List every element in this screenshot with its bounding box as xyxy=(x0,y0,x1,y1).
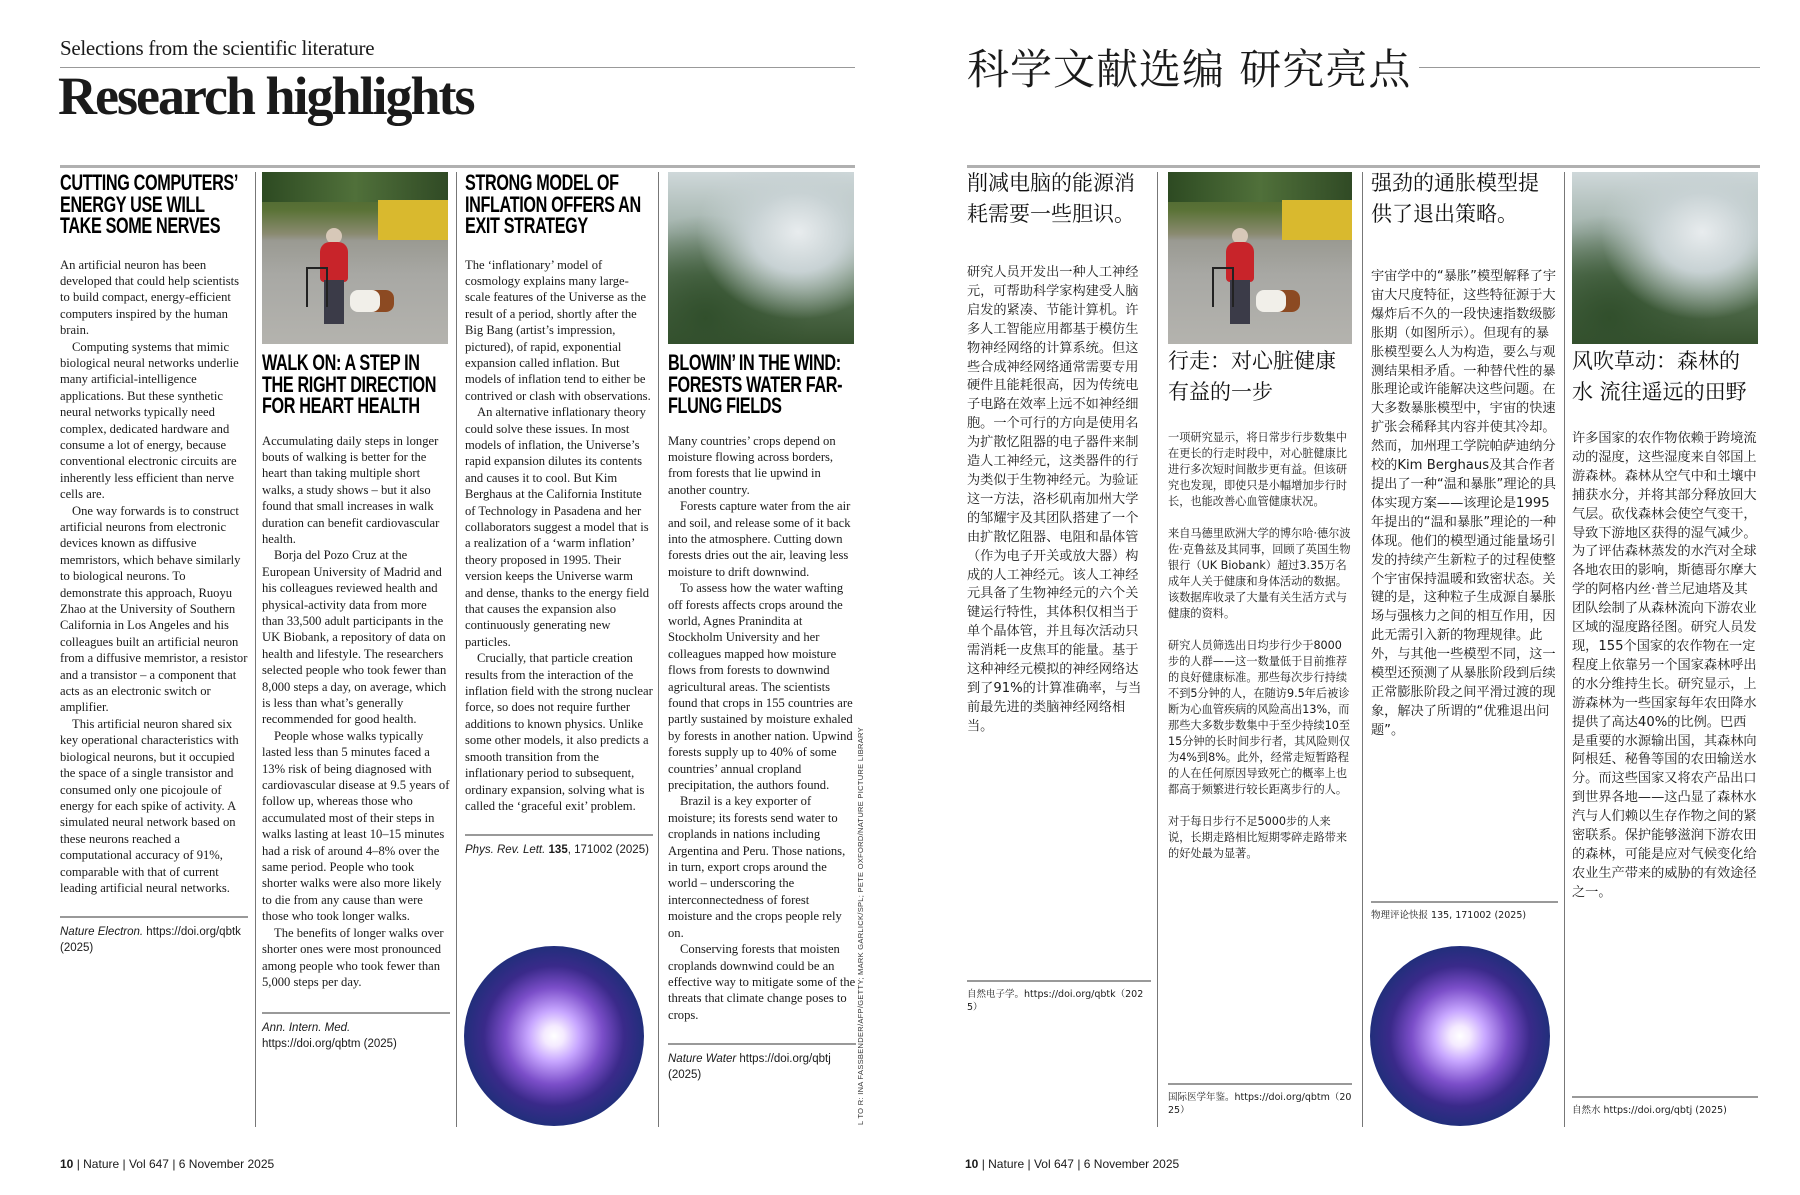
paragraph: The benefits of longer walks over shorter ones were most pronounced among people who took fewer than 5,000 steps per day. xyxy=(262,925,444,989)
article-reference xyxy=(465,834,653,858)
section-rule xyxy=(60,165,855,168)
column-divider xyxy=(255,172,256,1127)
article-headline: STRONG MODEL OF INFLATION OFFERS AN EXIT STRATEGY xyxy=(465,170,641,238)
article-reference: 物理评论快报 135, 171002 (2025) xyxy=(1371,901,1558,922)
article-walking-zh xyxy=(1168,346,1352,1116)
page-title: Research highlights xyxy=(58,66,474,126)
ref-journal: Nature Water xyxy=(668,1053,737,1066)
article-reference xyxy=(262,1012,450,1052)
ref-pages: , 171002 (2025) xyxy=(567,844,649,857)
walking-photo xyxy=(262,172,448,344)
column-divider xyxy=(1157,172,1158,1127)
article-walking xyxy=(262,352,450,1052)
paragraph: 许多国家的农作物依赖于跨境流动的湿度，这些湿度来自邻国上游森林。森林从空气中和土壤中捕获水分，并将其部分释放回大气层。砍伐森林会使空气变干，导致下游地区获得的湿气减少。为了评估森林蒸发的水汽对全球各地农田的影响，斯德哥尔摩大学的阿格内丝·普兰尼迪塔及其团队绘制了从森林流向下游农业区域的湿度路径图。研究人员发现，155个国家的农作物在一定程度上依靠另一个国家森林呼出的水分维持生长。研究显示，上游森林为一些国家每年农田降水提供了高达40%的比例。巴西是重要的水源输出国，其森林向阿根廷、秘鲁等国的农田输送水分。而这些国家又将农产品出口到世界各地——这凸显了森林水汽与人们赖以生存作物之间的紧密联系。保护能够滋润下游农田的森林，可能是应对气候变化给农业生产带来的威胁的有效途径之一。 xyxy=(1572,431,1757,900)
forest-photo xyxy=(668,172,854,344)
big-bang-illustration xyxy=(1370,946,1550,1126)
paragraph: People whose walks typically lasted less than 5 minutes faced a 13% risk of being diagnosed with cardiovascular disease at 9.5 years of follow up, whereas those who accumulated most of their steps in walks lasting at least 10–15 minutes had a risk of around 4–8% over the same period. People who took shorter walks were also more likely to die from any cause than were those who took longer walks. xyxy=(262,728,450,924)
photo-credit: L TO R: INA FASSBENDER/AFP/GETTY; MARK GARLICK/SPL; PETE OXFORD/NATURE PICTURE LIBRARY xyxy=(856,727,865,1125)
article-body xyxy=(262,433,450,991)
article-body xyxy=(465,257,653,815)
page-number: 10 xyxy=(965,1157,979,1171)
page-footer xyxy=(60,1157,274,1171)
forest-photo xyxy=(1572,172,1758,344)
page-footer xyxy=(965,1157,1179,1171)
article-headline: 削减电脑的能源消耗需要一些胆识。 xyxy=(967,171,1135,226)
article-forests-zh xyxy=(1572,346,1758,1116)
article-reference: 自然电子学。https://doi.org/qbtk（2025） xyxy=(967,980,1151,1014)
page-title-zh: 科学文献选编 研究亮点 xyxy=(967,42,1419,98)
column-divider xyxy=(1564,172,1565,1127)
article-inflation-zh xyxy=(1371,168,1558,921)
paragraph: The ‘inflationary’ model of cosmology explains many large-scale features of the Universe as the result of a period, shortly after the Big Bang (artist’s impression, pictured), of rapid, exponential expansion called inflation. But models of inflation tend to either be contrived or clash with observations. xyxy=(465,257,651,403)
article-forests xyxy=(668,352,856,1083)
paragraph: Computing systems that mimic biological neural networks underlie many artificial-intelligence applications. But these synthetic neural networks typically need complex, dedicated hardware and consume a lot of energy, because conventional electronic circuits are inherently less efficient than nerve cells are. xyxy=(60,339,239,502)
paragraph: 宇宙学中的“暴胀”模型解释了宇宙大尺度特征，这些特征源于大爆炸后不久的一段快速指数级膨胀期（如图所示）。但现有的暴胀模型要么人为构造，要么与观测结果相矛盾。一种替代性的暴胀理论或许能解决这些问题。在大多数暴胀模型中，宇宙的快速扩张会稀释其内容并使其冷却。然而，加州理工学院帕萨迪纳分校的Kim Berghaus及其合作者提出了一种“温和暴胀”理论的具体实现方案——该理论是1995年提出的“温和暴胀”理论的一种体现。他们的模型通过能量场引发的持续产生新粒子的过程使整个宇宙保持温暖和致密状态。关键的是，这种粒子生成源自暴胀场与强核力之间的相互作用，因此无需引入新的物理规律。此外，与其他一些模型不同，这一模型还预测了从暴胀阶段到后续正常膨胀阶段之间平滑过渡的现象，解决了所谓的“优雅退出问题”。 xyxy=(1371,269,1557,738)
section-kicker: Selections from the scientific literature xyxy=(60,36,375,60)
article-body xyxy=(60,257,248,897)
article-reference xyxy=(60,916,248,956)
article-headline: 强劲的通胀模型提供了退出策略。 xyxy=(1371,171,1539,226)
article-headline: 风吹草动：森林的水 流往遥远的田野 xyxy=(1572,349,1747,404)
paragraph: 研究人员开发出一种人工神经元，可帮助科学家构建受人脑启发的紧凑、节能计算机。许多人工智能应用都基于模仿生物神经网络的计算系统。但这些合成神经网络通常需要专用硬件且能耗很高，因为传统电子电路在效率上远不如神经细胞。一个可行的方向是使用名为扩散忆阻器的电子器件来制造人工神经元，这类器件的行为类似于生物神经元。为验证这一方法，洛杉矶南加州大学的邹耀宇及其团队搭建了一个由扩散忆阻器、电阻和晶体管（作为电子开关或放大器）构成的人工神经元。该人工神经元具备了生物神经元的六个关键运行特性，其体积仅相当于单个晶体管，并且每次活动只需消耗一皮焦耳的能量。基于这种神经元模拟的神经网络达到了91%的计算准确率，与当前最先进的类脑神经网络相当。 xyxy=(967,265,1142,734)
article-reference: 国际医学年鉴。https://doi.org/qbtm（2025） xyxy=(1168,1083,1352,1117)
paragraph: Borja del Pozo Cruz at the European University of Madrid and his colleagues reviewed health and physical-activity data from more than 33,500 adult participants in the UK Biobank, a repository of data on health and lifestyle. The researchers selected people who took fewer than 8,000 steps a day, on average, which is less than what’s generally recommended for good health. xyxy=(262,548,447,727)
paragraph: 来自马德里欧洲大学的博尔哈·德尔波佐·克鲁兹及其同事，回顾了英国生物银行（UK Biobank）超过3.35万名成年人关于健康和身体活动的数据。该数据库收录了大量有关生活方式与健康的资料。 xyxy=(1168,527,1351,620)
ref-link[interactable]: https://doi.org/qbtk (2025) xyxy=(60,926,241,955)
article-body xyxy=(668,433,856,1024)
paragraph: To assess how the water wafting off forests affects crops around the world, Agnes Pranindita at Stockholm University and her colleagues mapped how moisture flows from forests to downwind agricultural areas. The scientists found that crops in 155 countries are partly sustained by moisture exhaled by forests in another nation. Upwind forests supply up to 40% of some countries’ annual cropland precipitation, the authors found. xyxy=(668,581,853,793)
paragraph: 一项研究显示，将日常步行步数集中在更长的行走时段中，对心脏健康比进行多次短时间散步更有益。但该研究也发现，即使只是小幅增加步行时长，也能改善心血管健康状况。 xyxy=(1168,431,1348,508)
article-body xyxy=(1371,268,1558,741)
paragraph: Conserving forests that moisten croplands downwind could be an effective way to mitigate some of the threats that climate change poses to crops. xyxy=(668,942,856,1022)
paragraph: Accumulating daily steps in longer bouts of walking is better for the heart than taking multiple short walks, a study shows – but it also found that small increases in walk duration can benefit cardiovascular health. xyxy=(262,433,440,546)
footer-info: | Nature | Vol 647 | 6 November 2025 xyxy=(978,1157,1180,1171)
ref-link[interactable]: https://doi.org/qbtm (2025) xyxy=(262,1038,397,1051)
article-headline: BLOWIN’ IN THE WIND: FORESTS WATER FAR-FLUNG FIELDS xyxy=(668,350,843,418)
paragraph: Forests capture water from the air and soil, and release some of it back into the atmosphere. Cutting down forests dries out the air, leaving less moisture to drift downwind. xyxy=(668,499,851,579)
paragraph: An alternative inflationary theory could solve these issues. In most models of inflation, the Universe’s rapid expansion dilutes its contents and causes it to cool. But Kim Berghaus at the California Institute of Technology in Pasadena and her collaborators suggest a model that is a realization of a ‘warm inflation’ theory proposed in 1995. Their version keeps the Universe warm and dense, thanks to the energy field that causes the expansion also continuously generating new particles. xyxy=(465,405,650,649)
article-headline: CUTTING COMPUTERS’ ENERGY USE WILL TAKE SOME NERVES xyxy=(60,170,238,238)
article-reference: 自然水 https://doi.org/qbtj (2025) xyxy=(1572,1096,1758,1117)
paragraph: 研究人员筛选出日均步行少于8000步的人群——这一数量低于目前推荐的良好健康标准。那些每次步行持续不到5分钟的人，在随访9.5年后被诊断为心血管疾病的风险高出13%，而那些大多数步数集中于至少持续10至15分钟的长时间步行者，其风险则仅为4%到8%。此外，经常走短暂路程的人在任何原因导致死亡的概率上也都高于频繁进行较长距离步行的人。 xyxy=(1168,639,1351,796)
article-body xyxy=(1572,430,1758,903)
article-inflation xyxy=(465,172,653,858)
article-computers xyxy=(60,172,248,956)
big-bang-illustration xyxy=(464,946,644,1126)
paragraph: Many countries’ crops depend on moisture flowing across borders, from forests that lie upwind in another country. xyxy=(668,433,836,497)
page-number: 10 xyxy=(60,1157,74,1171)
paragraph: One way forwards is to construct artificial neurons from electronic devices known as diffusive memristors, which behave similarly to biological neurons. To demonstrate this approach, Ruoyu Zhao at the University of Southern California in Los Angeles and his colleagues built an artificial neuron from a diffusive memristor, a resistor and a transistor – a component that acts as an electronic switch or amplifier. xyxy=(60,503,248,715)
article-headline: 行走：对心脏健康有益的一步 xyxy=(1168,349,1336,404)
article-computers-zh xyxy=(967,168,1151,1013)
article-body xyxy=(967,264,1151,737)
footer-info: | Nature | Vol 647 | 6 November 2025 xyxy=(73,1157,275,1171)
ref-volume: 135 xyxy=(548,844,568,857)
ref-journal: Nature Electron. xyxy=(60,926,144,939)
paragraph: 对于每日步行不足5000步的人来说，长期走路相比短期零碎走路带来的好处最为显著。 xyxy=(1168,815,1348,860)
column-divider xyxy=(658,172,659,1127)
ref-link[interactable]: https://doi.org/qbtj (2025) xyxy=(668,1053,831,1082)
column-divider xyxy=(456,172,457,1127)
article-headline: WALK ON: A STEP IN THE RIGHT DIRECTION FOR HEART HEALTH xyxy=(262,350,437,418)
article-reference xyxy=(668,1043,856,1083)
walking-photo xyxy=(1168,172,1352,344)
article-body xyxy=(1168,430,1352,862)
paragraph: An artificial neuron has been developed that could help scientists to build compact, energy-efficient computers inspired by the human brain. xyxy=(60,257,240,338)
ref-journal: Ann. Intern. Med. xyxy=(262,1022,351,1035)
paragraph: This artificial neuron shared six key operational characteristics with biological neurons, but it occupied the space of a single transistor and consumed only one picojoule of energy for each spike of activity. A simulated neural network based on these neurons reached a computational accuracy of 91%, comparable with that of current leading artificial neural networks. xyxy=(60,716,239,895)
paragraph: Brazil is a key exporter of moisture; its forests send water to croplands in nations including Argentina and Peru. Those nations, in turn, export crops around the world – underscoring the interconnectedness of forest moisture and the crops people rely on. xyxy=(668,794,846,940)
paragraph: Crucially, that particle creation results from the interaction of the inflation field with the strong nuclear force, so does not require further additions to known physics. Unlike some other models, it also predicts a smooth transition from the inflationary period to subsequent, ordinary expansion, solving what is called the ‘graceful exit’ problem. xyxy=(465,651,653,813)
ref-journal: Phys. Rev. Lett. xyxy=(465,844,546,857)
column-divider xyxy=(1362,172,1363,1127)
